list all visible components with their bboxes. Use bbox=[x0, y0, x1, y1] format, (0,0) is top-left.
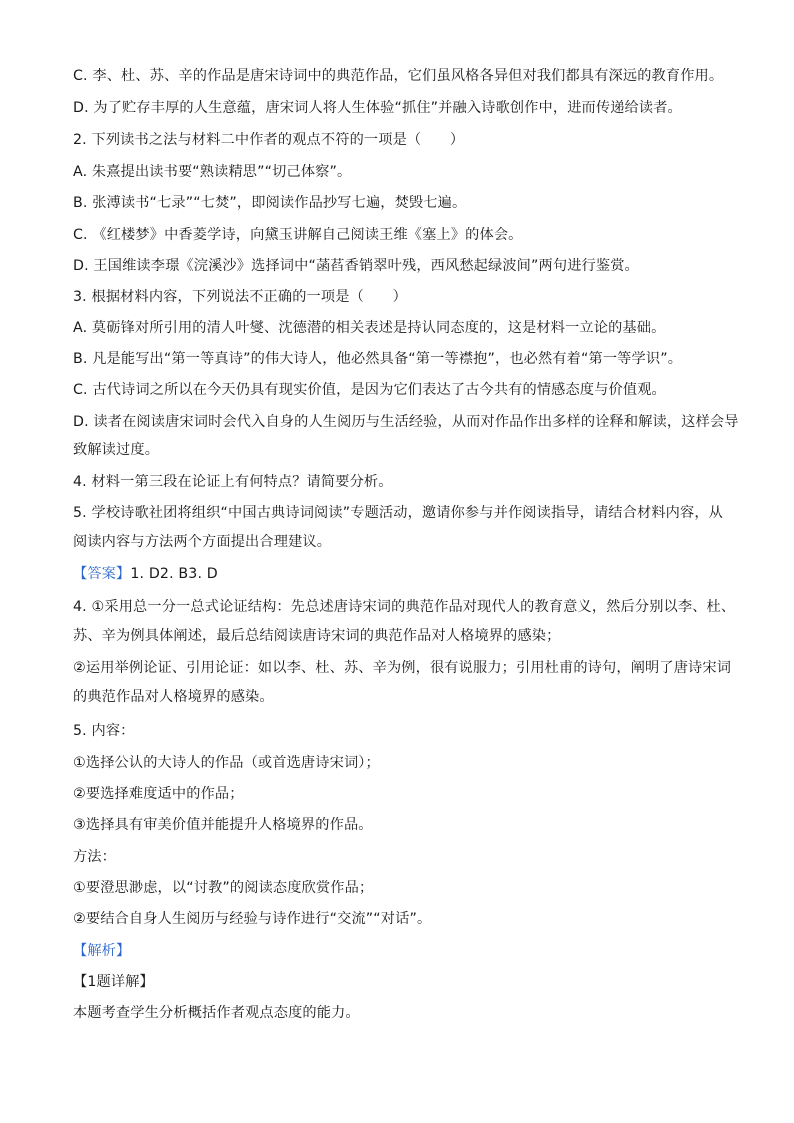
option-a-q3: A. 莫砺锋对所引用的清人叶燮、沈德潜的相关表述是持认同态度的，这是材料一立论的基础。 bbox=[73, 320, 666, 336]
option-d-q3: D. 读者在阅读唐宋词时会代入自身的人生阅历与生活经验，从而对作品作出多样的诠释和解读，这样会导 bbox=[73, 414, 739, 430]
answer-4-line3: ②运用举例论证、引用论证：如以李、杜、苏、辛为例，很有说服力；引用杜甫的诗句，阐明了唐诗宋词 bbox=[73, 660, 732, 676]
answer-4-line4: 的典范作品对人格境界的感染。 bbox=[73, 689, 274, 705]
answer-text: 1. D2. B3. D bbox=[130, 566, 218, 582]
question-2: 2. 下列读书之法与材料二中作者的观点不符的一项是（ ） bbox=[73, 132, 465, 148]
option-c-q3: C. 古代诗词之所以在今天仍具有现实价值，是因为它们表达了古今共有的情感态度与价值观。 bbox=[73, 382, 666, 398]
answer-label: 【答案】 bbox=[73, 566, 131, 582]
option-d-q3-cont: 致解读过度。 bbox=[73, 442, 160, 458]
method-item2: ②要结合自身人生阅历与经验与诗作进行“交流”“对话”。 bbox=[73, 911, 432, 927]
analysis-line bbox=[73, 941, 733, 961]
option-a-q2: A. 朱熹提出读书要“熟读精思”“切己体察”。 bbox=[73, 164, 352, 180]
answer-5-item2: ②要选择难度适中的作品； bbox=[73, 786, 244, 802]
method-item1: ①要澄思渺虑，以“讨教”的阅读态度欣赏作品； bbox=[73, 880, 374, 896]
option-b-q2: B. 张溥读书“七录”“七焚”，即阅读作品抄写七遍，焚毁七遍。 bbox=[73, 195, 467, 211]
question-5: 5. 学校诗歌社团将组织“中国古典诗词阅读”专题活动，邀请你参与并作阅读指导，请结合材料内容，从 bbox=[73, 505, 724, 521]
answer-5-item3: ③选择具有审美价值并能提升人格境界的作品。 bbox=[73, 817, 373, 833]
answer-5-heading: 5. 内容： bbox=[73, 723, 135, 739]
question-3: 3. 根据材料内容，下列说法不正确的一项是（ ） bbox=[73, 289, 407, 305]
q1-detail-text: 本题考查学生分析概括作者观点态度的能力。 bbox=[73, 1005, 360, 1021]
answer-4-line2: 苏、辛为例具体阐述，最后总结阅读唐诗宋词的典范作品对人格境界的感染； bbox=[73, 628, 561, 644]
option-d-q2: D. 王国维读李璟《浣溪沙》选择词中“菡萏香销翠叶残，西风愁起绿波间”两句进行鉴赏。 bbox=[73, 258, 639, 274]
answer-5-item1: ①选择公认的大诗人的作品（或首选唐诗宋词）； bbox=[73, 755, 380, 771]
question-4: 4. 材料一第三段在论证上有何特点？请简要分析。 bbox=[73, 474, 393, 490]
analysis-label: 【解析】 bbox=[73, 943, 131, 959]
option-b-q3: B. 凡是能写出“第一等真诗”的伟大诗人，他必然具备“第一等襟抱”，也必然有着“第一等学识”。 bbox=[73, 351, 683, 367]
answer-line bbox=[73, 564, 733, 584]
q1-detail-heading: 【1题详解】 bbox=[73, 974, 154, 990]
question-5-cont: 阅读内容与方法两个方面提出合理建议。 bbox=[73, 534, 332, 550]
option-d-q1: D. 为了贮存丰厚的人生意蕴，唐宋词人将人生体验“抓住”并融入诗歌创作中，进而传递给读者。 bbox=[73, 100, 682, 116]
answer-4-line1: 4. ①采用总一分一总式论证结构：先总述唐诗宋词的典范作品对现代人的教育意义，然后分别以李、杜、 bbox=[73, 599, 736, 615]
method-heading: 方法： bbox=[73, 849, 117, 865]
option-c-q1: C. 李、杜、苏、辛的作品是唐宋诗词中的典范作品，它们虽风格各异但对我们都具有深远的教育作用。 bbox=[73, 68, 724, 84]
option-c-q2: C. 《红楼梦》中香菱学诗，向黛玉讲解自己阅读王维《塞上》的体会。 bbox=[73, 227, 523, 243]
